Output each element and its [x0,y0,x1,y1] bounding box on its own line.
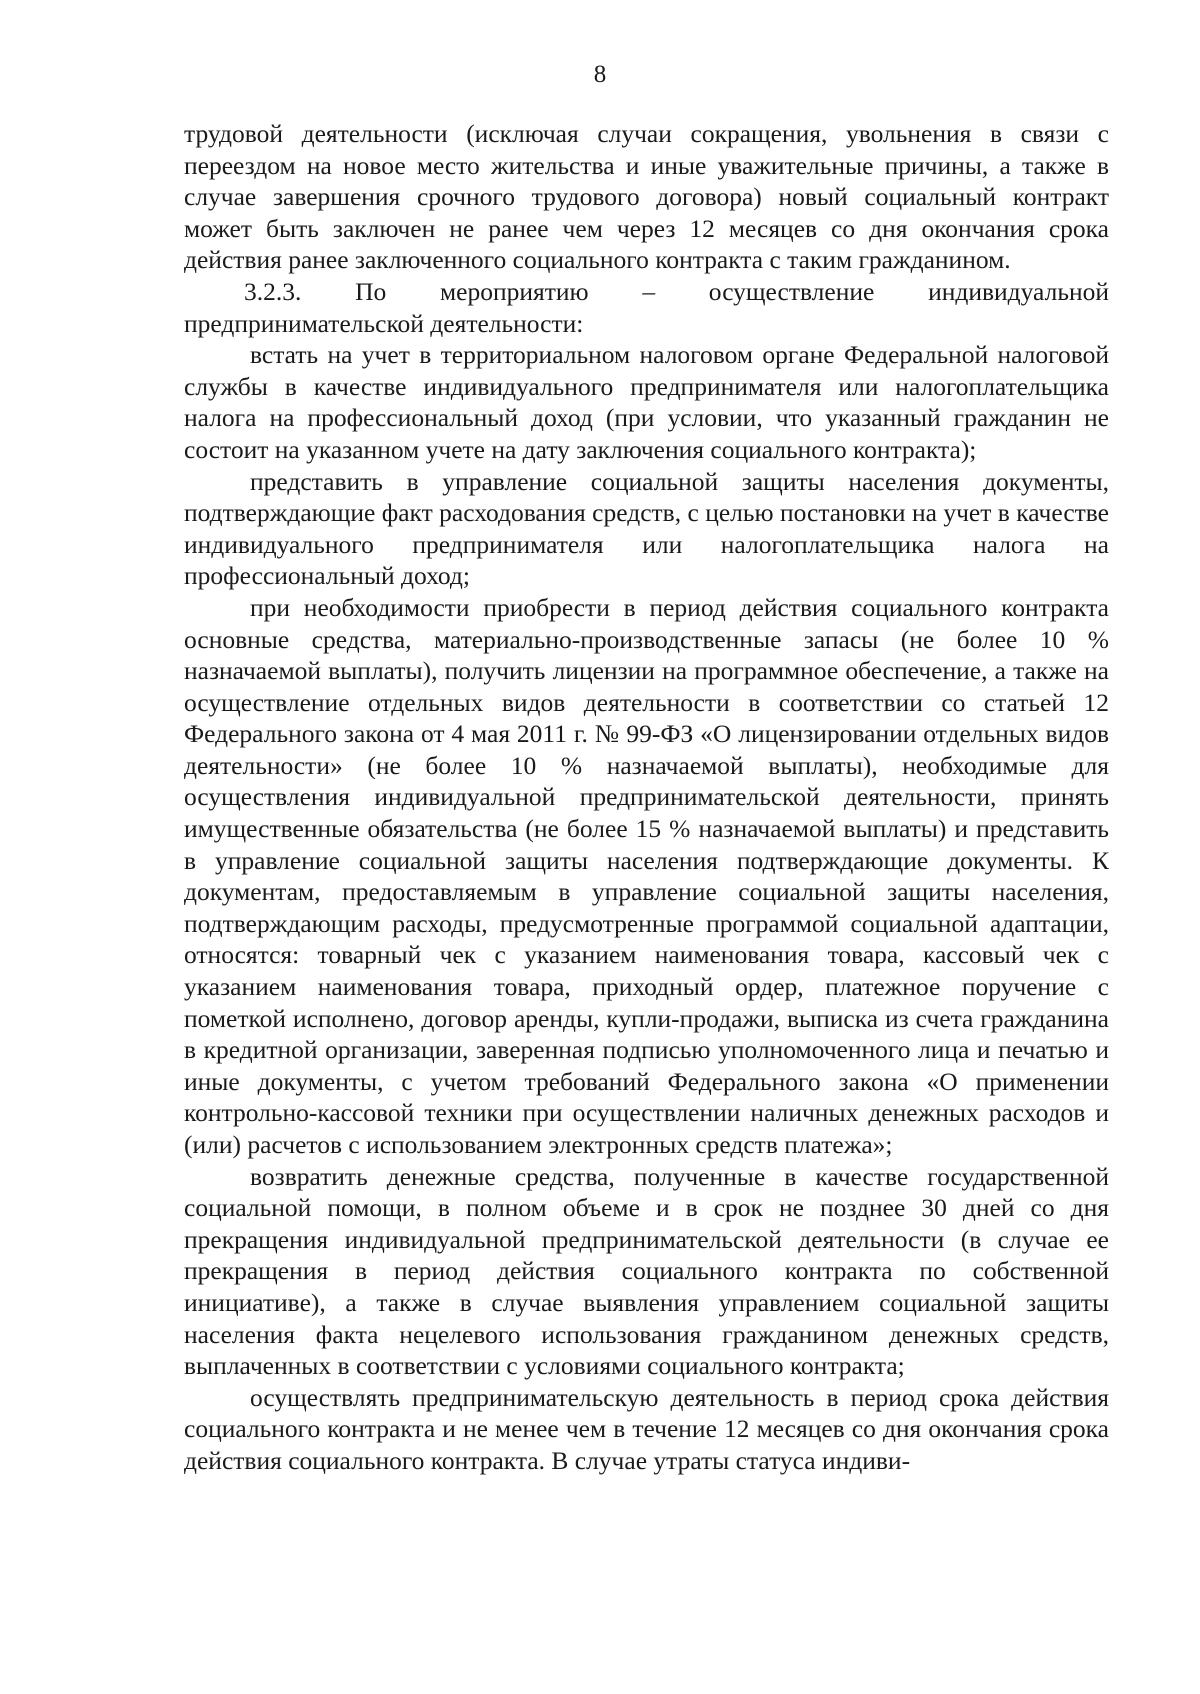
paragraph-expense-documents: представить в управление социальной защиты населения документы, подтверждающие факт расходования средств, с целью постановки на учет в качестве индивидуального предпринимателя или налогоплательщика налога на профессиональный доход; [184,466,1109,591]
document-body [184,118,1109,1477]
paragraph-acquisitions: при необходимости приобрести в период действия социального контракта основные средства, материально-производственные запасы (не более 10 % назначаемой выплаты), получить лицензии на программное обеспечение, а также на осуществление отдельных видов деятельности в соответствии со статьей 12 Федерального закона от 4 мая 2011 г. № 99-ФЗ «О лицензировании отдельных видов деятельности» (не более 10 % назначаемой выплаты), необходимые для осуществления индивидуальной предпринимательской деятельности, принять имущественные обязательства (не более 15 % назначаемой выплаты) и представить в управление социальной защиты населения подтверждающие документы. К документам, предоставляемым в управление социальной защиты населения, подтверждающим расходы, предусмотренные программой социальной адаптации, относятся: товарный чек с указанием наименования товара, кассовый чек с указанием наименования товара, приходный ордер, платежное поручение с пометкой исполнено, договор аренды, купли-продажи, выписка из счета гражданина в кредитной организации, заверенная подписью уполномоченного лица и печатью и иные документы, с учетом требований Федерального закона «О применении контрольно-кассовой техники при осуществлении наличных денежных расходов и (или) расчетов с использованием электронных средств платежа»; [184,592,1109,1159]
paragraph-refund: возвратить денежные средства, полученные в качестве государственной социальной помощи, в полном объеме и в срок не позднее 30 дней со дня прекращения индивидуальной предпринимательской деятельности (в случае ее прекращения в период действия социального контракта по собственной инициативе), а также в случае выявления управлением социальной защиты населения факта нецелевого использования гражданином денежных средств, выплаченных в соответствии с условиями социального контракта; [184,1161,1109,1381]
paragraph-tax-registration: встать на учет в территориальном налоговом органе Федеральной налоговой службы в качестве индивидуального предпринимателя или налогоплательщика налога на профессиональный доход (при условии, что указанный гражданин не состоит на указанном учете на дату заключения социального контракта); [184,340,1109,464]
paragraph-section-3-2-3: 3.2.3. По мероприятию – осуществление индивидуальной предпринимательской деятельности: [184,276,1109,338]
paragraph-continuation: трудовой деятельности (исключая случаи сокращения, увольнения в связи с переездом на новое место жительства и иные уважительные причины, а также в случае завершения срочного трудового договора) новый социальный контракт может быть заключен не ранее чем через 12 месяцев со дня окончания срока действия ранее заключенного социального контракта с таким гражданином. [184,119,1109,275]
paragraph-business-duration: осуществлять предпринимательскую деятельность в период срока действия социального контракта и не менее чем в течение 12 месяцев со дня окончания срока действия социального контракта. В случае утраты статуса индиви- [184,1382,1109,1475]
page-number: 8 [593,61,607,88]
